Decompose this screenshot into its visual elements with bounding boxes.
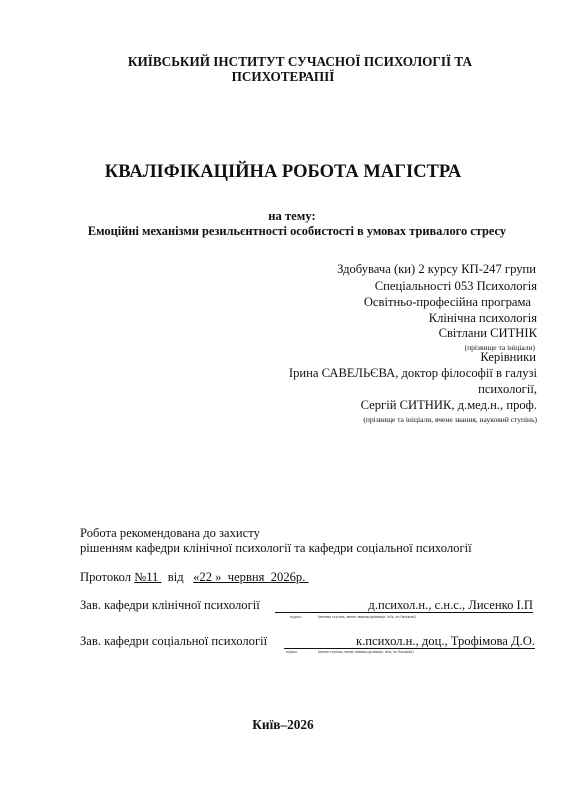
student-specialty: Спеціальності 053 Психологія	[374, 279, 537, 293]
head-1-sign-hint: підпис	[290, 614, 302, 619]
document-title: КВАЛІФІКАЦІЙНА РОБОТА МАГІСТРА	[104, 162, 462, 182]
protocol-line	[80, 570, 309, 585]
institution-line-1: КИЇВСЬКИЙ ІНСТИТУТ СУЧАСНОЇ ПСИХОЛОГІЇ ТА	[127, 54, 473, 69]
supervisors-hint: (прізвище та ініціали, вчене звання, науковий ступінь)	[363, 415, 537, 424]
student-course: Здобувача (ки) 2 курсу КП-247 групи	[337, 262, 536, 276]
recommendation-line-2: рішенням кафедри клінічної психології та кафедри соціальної психології	[80, 541, 472, 555]
institution-line-2: ПСИХОТЕРАПІЇ	[231, 69, 335, 84]
supervisor-1-line-1: Ірина САВЕЛЬЄВА, доктор філософії в галузі	[288, 366, 537, 380]
student-name: Світлани СИТНІК	[438, 326, 537, 340]
theme-text: Емоційні механізми резильєнтності особистості в умовах тривалого стресу	[87, 224, 507, 238]
student-program-label: Освітньо-професійна програма	[363, 295, 531, 309]
recommendation-line-1: Робота рекомендована до захисту	[80, 526, 260, 540]
head-2-value: к.психол.н., доц., Трофімова Д.О.	[284, 635, 535, 649]
head-1-value-hint: (вчення ступінь, вчене звання,прізвище, ім'я, по батькові)	[318, 614, 416, 619]
head-1-line	[80, 598, 260, 613]
student-name-hint: (прізвище та ініціали)	[464, 343, 535, 352]
protocol-date: «22 » червня 2026р.	[193, 570, 309, 584]
head-1-signature-line	[275, 598, 533, 613]
head-2-line	[80, 634, 267, 649]
supervisor-1-line-2: психології,	[478, 382, 537, 396]
head-2-label: Зав. кафедри соціальної психології	[80, 634, 268, 648]
head-2-signature-line	[284, 634, 535, 649]
institution-name	[0, 54, 566, 84]
head-1-label: Зав. кафедри клінічної психології	[80, 598, 260, 612]
supervisor-2: Сергій СИТНИК, д.мед.н., проф.	[360, 398, 537, 412]
protocol-from: від	[161, 570, 184, 584]
protocol-label: Протокол	[80, 570, 135, 584]
protocol-number: №11	[134, 570, 162, 584]
head-1-value: д.психол.н., с.н.с., Лисенко І.П	[275, 599, 533, 613]
supervisors-label: Керівники	[480, 350, 536, 364]
city-year: Київ–2026	[252, 717, 314, 732]
head-2-value-hint: (вчена ступінь, вчене звання,прізвище, ім'я, по батькові)	[318, 649, 414, 654]
student-program: Клінічна психологія	[428, 311, 537, 325]
theme-label: на тему:	[268, 209, 316, 223]
head-2-sign-hint: підпис	[286, 649, 298, 654]
